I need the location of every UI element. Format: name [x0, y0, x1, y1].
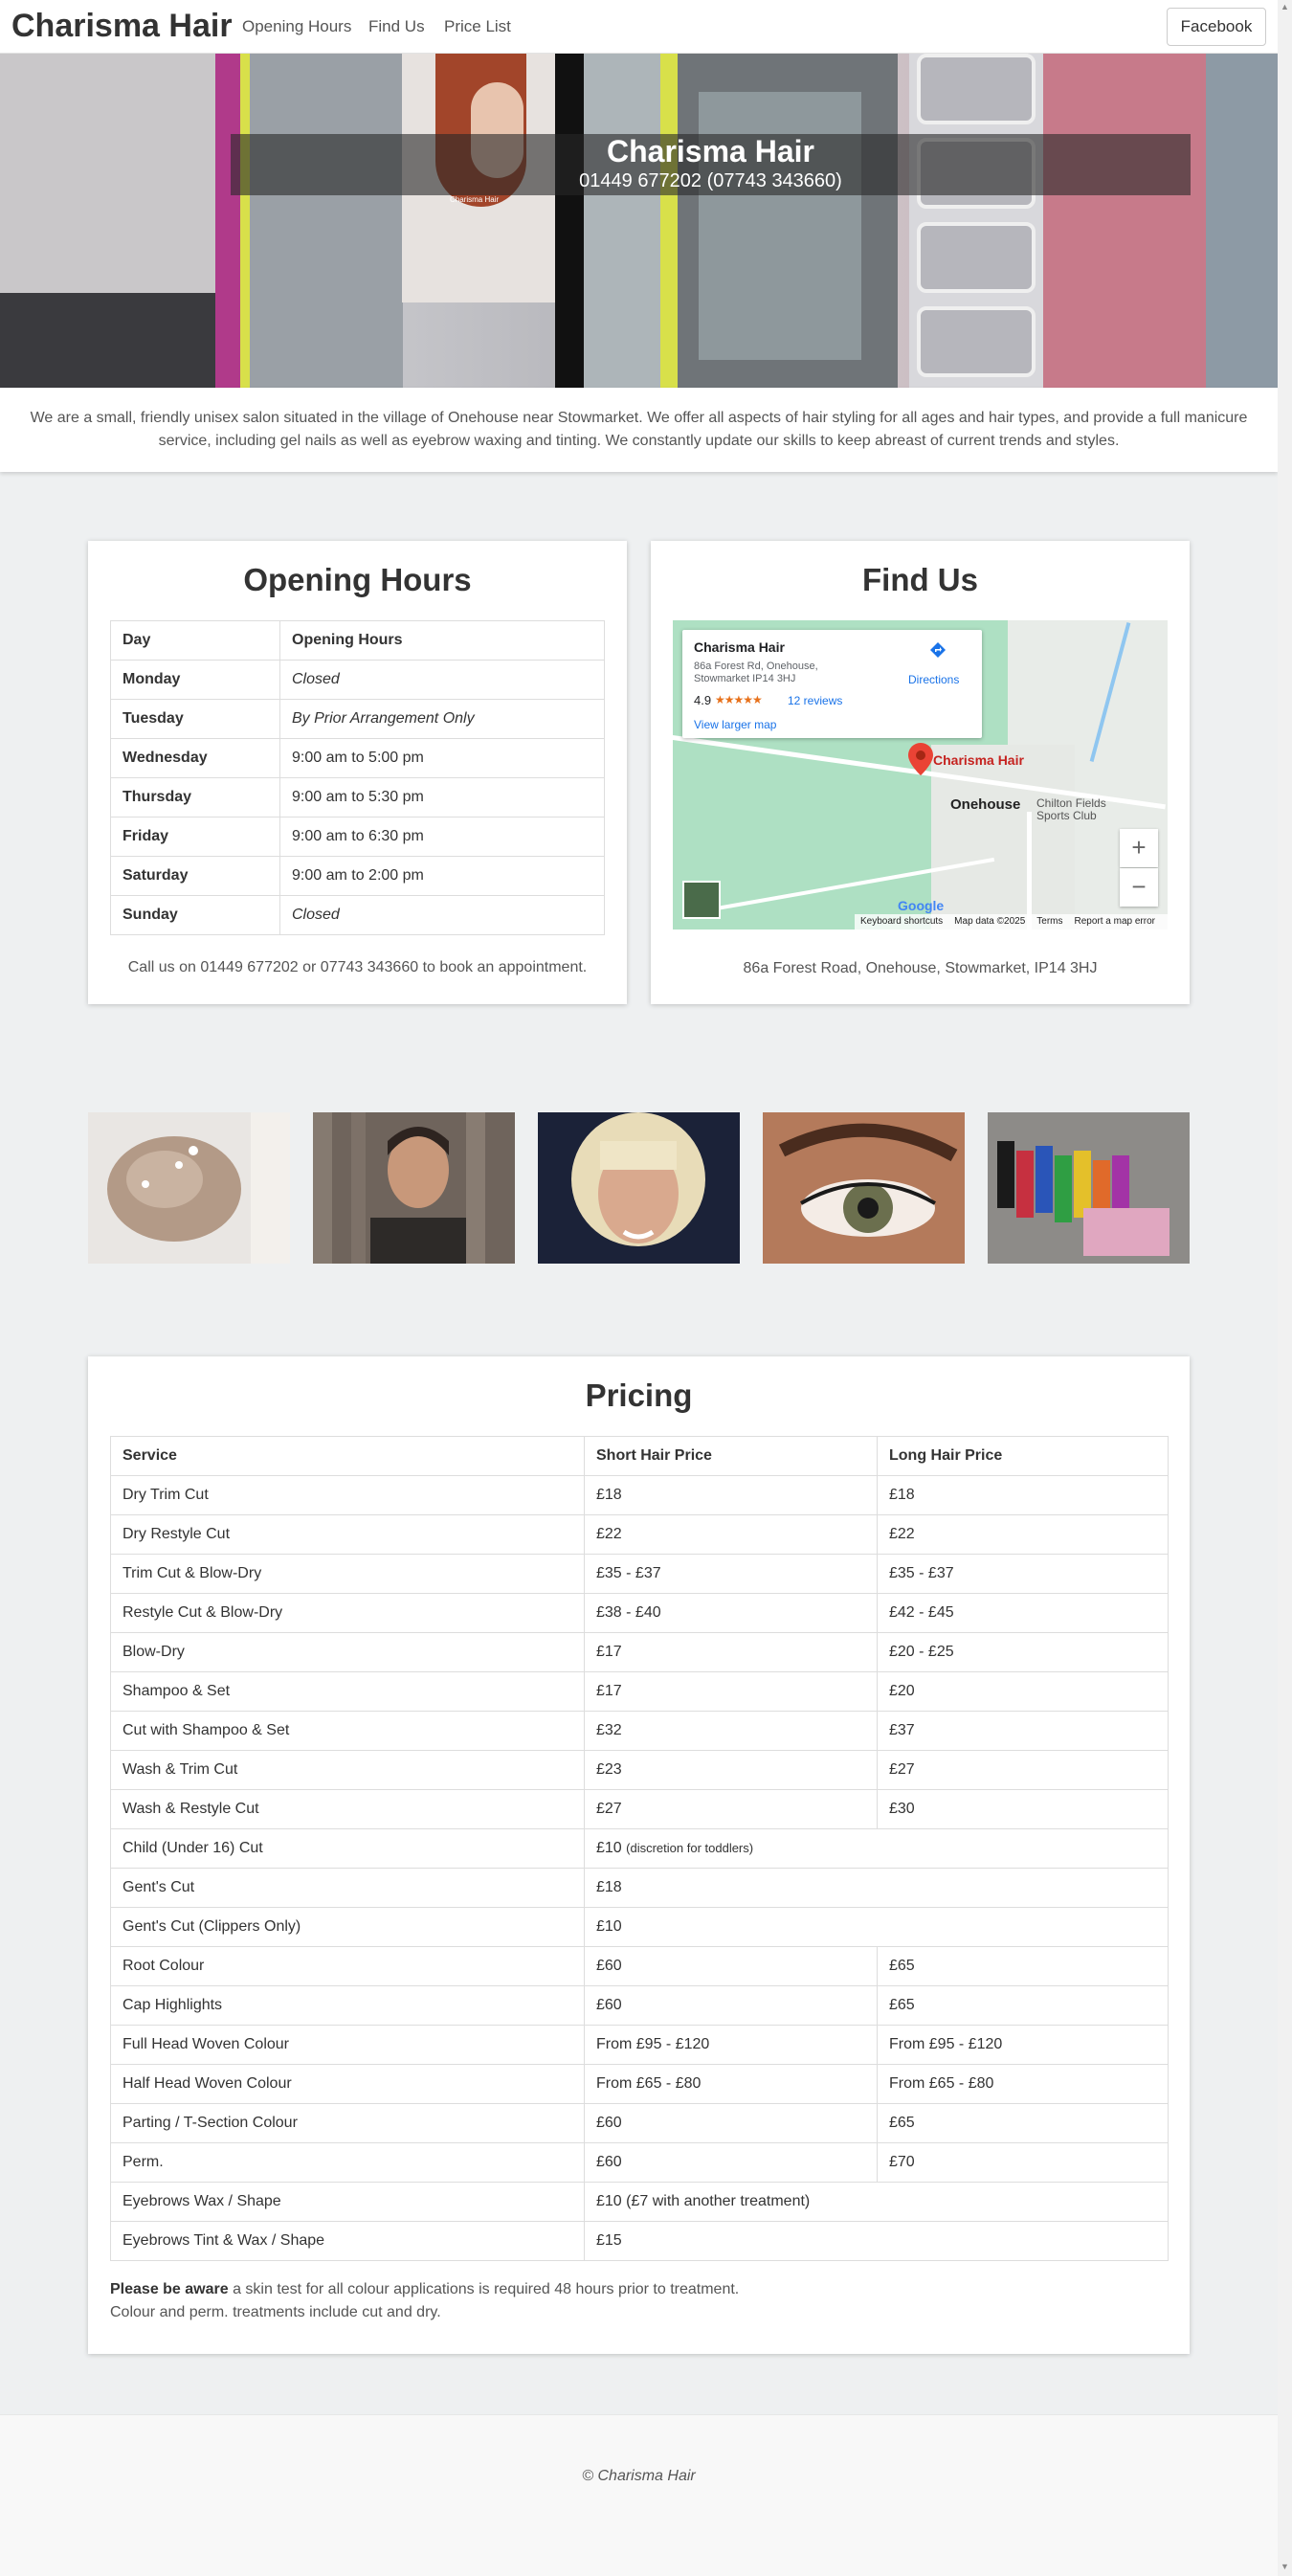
- short-price-cell: £22: [585, 1515, 878, 1555]
- map-data-text: Map data ©2025: [954, 916, 1026, 927]
- short-price-cell: £35 - £37: [585, 1555, 878, 1594]
- service-cell: Restyle Cut & Blow-Dry: [111, 1594, 585, 1633]
- long-price-cell: £65: [878, 1947, 1169, 1986]
- long-price-cell: £42 - £45: [878, 1594, 1169, 1633]
- day-cell: Monday: [111, 661, 280, 700]
- table-row: [111, 1712, 1169, 1751]
- service-cell: Cap Highlights: [111, 1986, 585, 2026]
- price-cell: £10: [585, 1908, 1169, 1947]
- table-row: [111, 661, 605, 700]
- zoom-in-button[interactable]: +: [1120, 829, 1158, 867]
- table-row: [111, 1751, 1169, 1790]
- brand-link[interactable]: Charisma Hair: [11, 8, 233, 44]
- service-cell: Dry Trim Cut: [111, 1476, 585, 1515]
- find-us-address: 86a Forest Road, Onehouse, Stowmarket, IP14 3HJ: [743, 960, 1098, 976]
- service-cell: Blow-Dry: [111, 1633, 585, 1672]
- header-service: Service: [111, 1437, 585, 1476]
- long-price-cell: £20 - £25: [878, 1633, 1169, 1672]
- short-price-cell: £60: [585, 1947, 878, 1986]
- please-be-aware-label: Please be aware: [110, 2281, 229, 2297]
- table-row: [111, 778, 605, 818]
- short-price-cell: £38 - £40: [585, 1594, 878, 1633]
- day-cell: Saturday: [111, 857, 280, 896]
- service-cell: Parting / T-Section Colour: [111, 2104, 585, 2143]
- long-price-cell: £27: [878, 1751, 1169, 1790]
- table-row: [111, 2143, 1169, 2183]
- gallery-image-blonde-bob: [538, 1112, 740, 1264]
- short-price-cell: £60: [585, 1986, 878, 2026]
- long-price-cell: £37: [878, 1712, 1169, 1751]
- table-row: [111, 1555, 1169, 1594]
- service-cell: Child (Under 16) Cut: [111, 1829, 585, 1869]
- table-row: [111, 896, 605, 935]
- map-poi-label: Chilton Fields Sports Club: [1036, 796, 1106, 822]
- hours-cell: By Prior Arrangement Only: [280, 700, 605, 739]
- map-pin-label: Charisma Hair: [933, 752, 1024, 768]
- price-cell: [585, 1829, 1169, 1869]
- table-row: [111, 1986, 1169, 2026]
- short-price-cell: £23: [585, 1751, 878, 1790]
- opening-hours-card: [88, 541, 627, 1004]
- service-cell: Half Head Woven Colour: [111, 2065, 585, 2104]
- short-price-cell: £27: [585, 1790, 878, 1829]
- long-price-cell: From £65 - £80: [878, 2065, 1169, 2104]
- scroll-down-icon[interactable]: ▼: [1281, 2562, 1289, 2571]
- long-price-cell: £65: [878, 1986, 1169, 2026]
- hero-poster-caption: Charisma Hair: [450, 195, 500, 204]
- table-row: [111, 2026, 1169, 2065]
- map-pin-icon[interactable]: [908, 743, 933, 775]
- header-opening-hours: Opening Hours: [280, 621, 605, 661]
- price-cell: £10 (£7 with another treatment): [585, 2183, 1169, 2222]
- table-row: [111, 1633, 1169, 1672]
- table-row: [111, 1594, 1169, 1633]
- hours-cell: 9:00 am to 5:00 pm: [280, 739, 605, 778]
- short-price-cell: £17: [585, 1633, 878, 1672]
- terms-link[interactable]: Terms: [1036, 916, 1063, 927]
- view-larger-map-link[interactable]: View larger map: [694, 718, 777, 731]
- find-us-title: Find Us: [862, 562, 978, 597]
- short-price-cell: £18: [585, 1476, 878, 1515]
- hero-title: Charisma Hair: [607, 134, 814, 168]
- service-cell: Eyebrows Wax / Shape: [111, 2183, 585, 2222]
- booking-note: Call us on 01449 677202 or 07743 343660 to book an appointment.: [127, 959, 588, 975]
- table-row: [111, 1672, 1169, 1712]
- price-value: £10: [596, 1840, 622, 1856]
- gallery-image-bridal-updo: [88, 1112, 290, 1264]
- table-row: [111, 1908, 1169, 1947]
- day-cell: Tuesday: [111, 700, 280, 739]
- map-reviews-link[interactable]: 12 reviews: [788, 694, 843, 707]
- price-cell: £15: [585, 2222, 1169, 2261]
- service-cell: Trim Cut & Blow-Dry: [111, 1555, 585, 1594]
- short-price-cell: £60: [585, 2104, 878, 2143]
- short-price-cell: From £65 - £80: [585, 2065, 878, 2104]
- short-price-cell: From £95 - £120: [585, 2026, 878, 2065]
- table-row: [111, 739, 605, 778]
- table-header-row: [111, 621, 605, 661]
- day-cell: Wednesday: [111, 739, 280, 778]
- nav-link-find-us[interactable]: Find Us: [368, 17, 425, 35]
- service-cell: Wash & Restyle Cut: [111, 1790, 585, 1829]
- price-cell: £18: [585, 1869, 1169, 1908]
- long-price-cell: £65: [878, 2104, 1169, 2143]
- intro-text: We are a small, friendly unisex salon situated in the village of Onehouse near Stowmarket. We offer all aspects of hair styling for all ages and hair types, and provide a full manicure service, including gel nails as well as eyebrow waxing and tinting. We constantly update our skills to keep abreast of current trends and styles.: [0, 388, 1278, 472]
- table-row: [111, 1790, 1169, 1829]
- pricing-title: Pricing: [585, 1378, 693, 1413]
- map-footer: [855, 914, 1168, 930]
- scroll-up-icon[interactable]: ▲: [1281, 2, 1289, 11]
- table-row: [111, 2222, 1169, 2261]
- opening-hours-title: Opening Hours: [243, 562, 472, 597]
- service-cell: Wash & Trim Cut: [111, 1751, 585, 1790]
- keyboard-shortcuts-link[interactable]: Keyboard shortcuts: [860, 916, 944, 927]
- day-cell: Thursday: [111, 778, 280, 818]
- map-place-name: Charisma Hair: [694, 639, 785, 655]
- directions-link[interactable]: Directions: [908, 673, 960, 686]
- price-note-small: (discretion for toddlers): [626, 1841, 754, 1855]
- star-rating-icon: ★★★★★: [715, 693, 762, 706]
- gallery-image-eyebrow: [763, 1112, 965, 1264]
- skin-test-text: a skin test for all colour applications is required 48 hours prior to treatment.: [228, 2281, 740, 2297]
- hero-phone: 01449 677202 (07743 343660): [579, 170, 842, 191]
- table-row: [111, 1829, 1169, 1869]
- page-scrollbar[interactable]: [1278, 0, 1292, 2576]
- service-cell: Dry Restyle Cut: [111, 1515, 585, 1555]
- map-layer-toggle[interactable]: [682, 881, 721, 919]
- table-row: [111, 857, 605, 896]
- report-map-error-link[interactable]: Report a map error: [1074, 916, 1155, 927]
- map-town-label: Onehouse: [950, 796, 1021, 813]
- table-row: [111, 2065, 1169, 2104]
- copyright-text: © Charisma Hair: [582, 2468, 696, 2484]
- gallery-image-mens-style: [313, 1112, 515, 1264]
- table-row: [111, 2104, 1169, 2143]
- short-price-cell: £17: [585, 1672, 878, 1712]
- find-us-card: [651, 541, 1190, 1004]
- hero-image: [0, 54, 1278, 388]
- map-rating: 4.9: [694, 693, 712, 707]
- day-cell: Sunday: [111, 896, 280, 935]
- table-row: [111, 1869, 1169, 1908]
- pricing-table: [110, 1436, 1169, 2261]
- service-cell: Gent's Cut (Clippers Only): [111, 1908, 585, 1947]
- service-cell: Gent's Cut: [111, 1869, 585, 1908]
- gallery-image-nail-polish: [988, 1112, 1190, 1264]
- nav-link-opening-hours[interactable]: Opening Hours: [242, 17, 352, 35]
- nav-link-price-list[interactable]: Price List: [444, 17, 511, 35]
- service-cell: Eyebrows Tint & Wax / Shape: [111, 2222, 585, 2261]
- colour-perm-note: Colour and perm. treatments include cut and dry.: [110, 2304, 441, 2320]
- table-row: [111, 1515, 1169, 1555]
- service-cell: Full Head Woven Colour: [111, 2026, 585, 2065]
- table-row: [111, 1476, 1169, 1515]
- map-place-card: [682, 630, 982, 738]
- embedded-map[interactable]: [673, 620, 1168, 930]
- long-price-cell: £70: [878, 2143, 1169, 2183]
- service-cell: Cut with Shampoo & Set: [111, 1712, 585, 1751]
- day-cell: Friday: [111, 818, 280, 857]
- table-row: [111, 818, 605, 857]
- table-header-row: [111, 1437, 1169, 1476]
- hours-cell: 9:00 am to 2:00 pm: [280, 857, 605, 896]
- skin-test-note: [110, 2278, 739, 2301]
- long-price-cell: £22: [878, 1515, 1169, 1555]
- long-price-cell: £20: [878, 1672, 1169, 1712]
- service-cell: Shampoo & Set: [111, 1672, 585, 1712]
- navbar: [0, 0, 1278, 54]
- header-long-hair-price: Long Hair Price: [878, 1437, 1169, 1476]
- opening-hours-table: [110, 620, 605, 935]
- service-cell: Perm.: [111, 2143, 585, 2183]
- short-price-cell: £60: [585, 2143, 878, 2183]
- map-place-address: 86a Forest Rd, Onehouse, Stowmarket IP14 3HJ: [694, 661, 818, 684]
- hours-cell: 9:00 am to 6:30 pm: [280, 818, 605, 857]
- table-row: [111, 1947, 1169, 1986]
- table-row: [111, 700, 605, 739]
- zoom-out-button[interactable]: −: [1120, 868, 1158, 907]
- header-day: Day: [111, 621, 280, 661]
- footer: [0, 2414, 1278, 2576]
- long-price-cell: From £95 - £120: [878, 2026, 1169, 2065]
- short-price-cell: £32: [585, 1712, 878, 1751]
- facebook-button[interactable]: Facebook: [1167, 8, 1266, 46]
- service-cell: Root Colour: [111, 1947, 585, 1986]
- long-price-cell: £35 - £37: [878, 1555, 1169, 1594]
- header-short-hair-price: Short Hair Price: [585, 1437, 878, 1476]
- hours-cell: Closed: [280, 661, 605, 700]
- google-logo: Google: [898, 898, 945, 913]
- table-row: [111, 2183, 1169, 2222]
- hours-cell: 9:00 am to 5:30 pm: [280, 778, 605, 818]
- long-price-cell: £18: [878, 1476, 1169, 1515]
- long-price-cell: £30: [878, 1790, 1169, 1829]
- hours-cell: Closed: [280, 896, 605, 935]
- pricing-card: [88, 1356, 1190, 2354]
- directions-icon[interactable]: [929, 641, 945, 657]
